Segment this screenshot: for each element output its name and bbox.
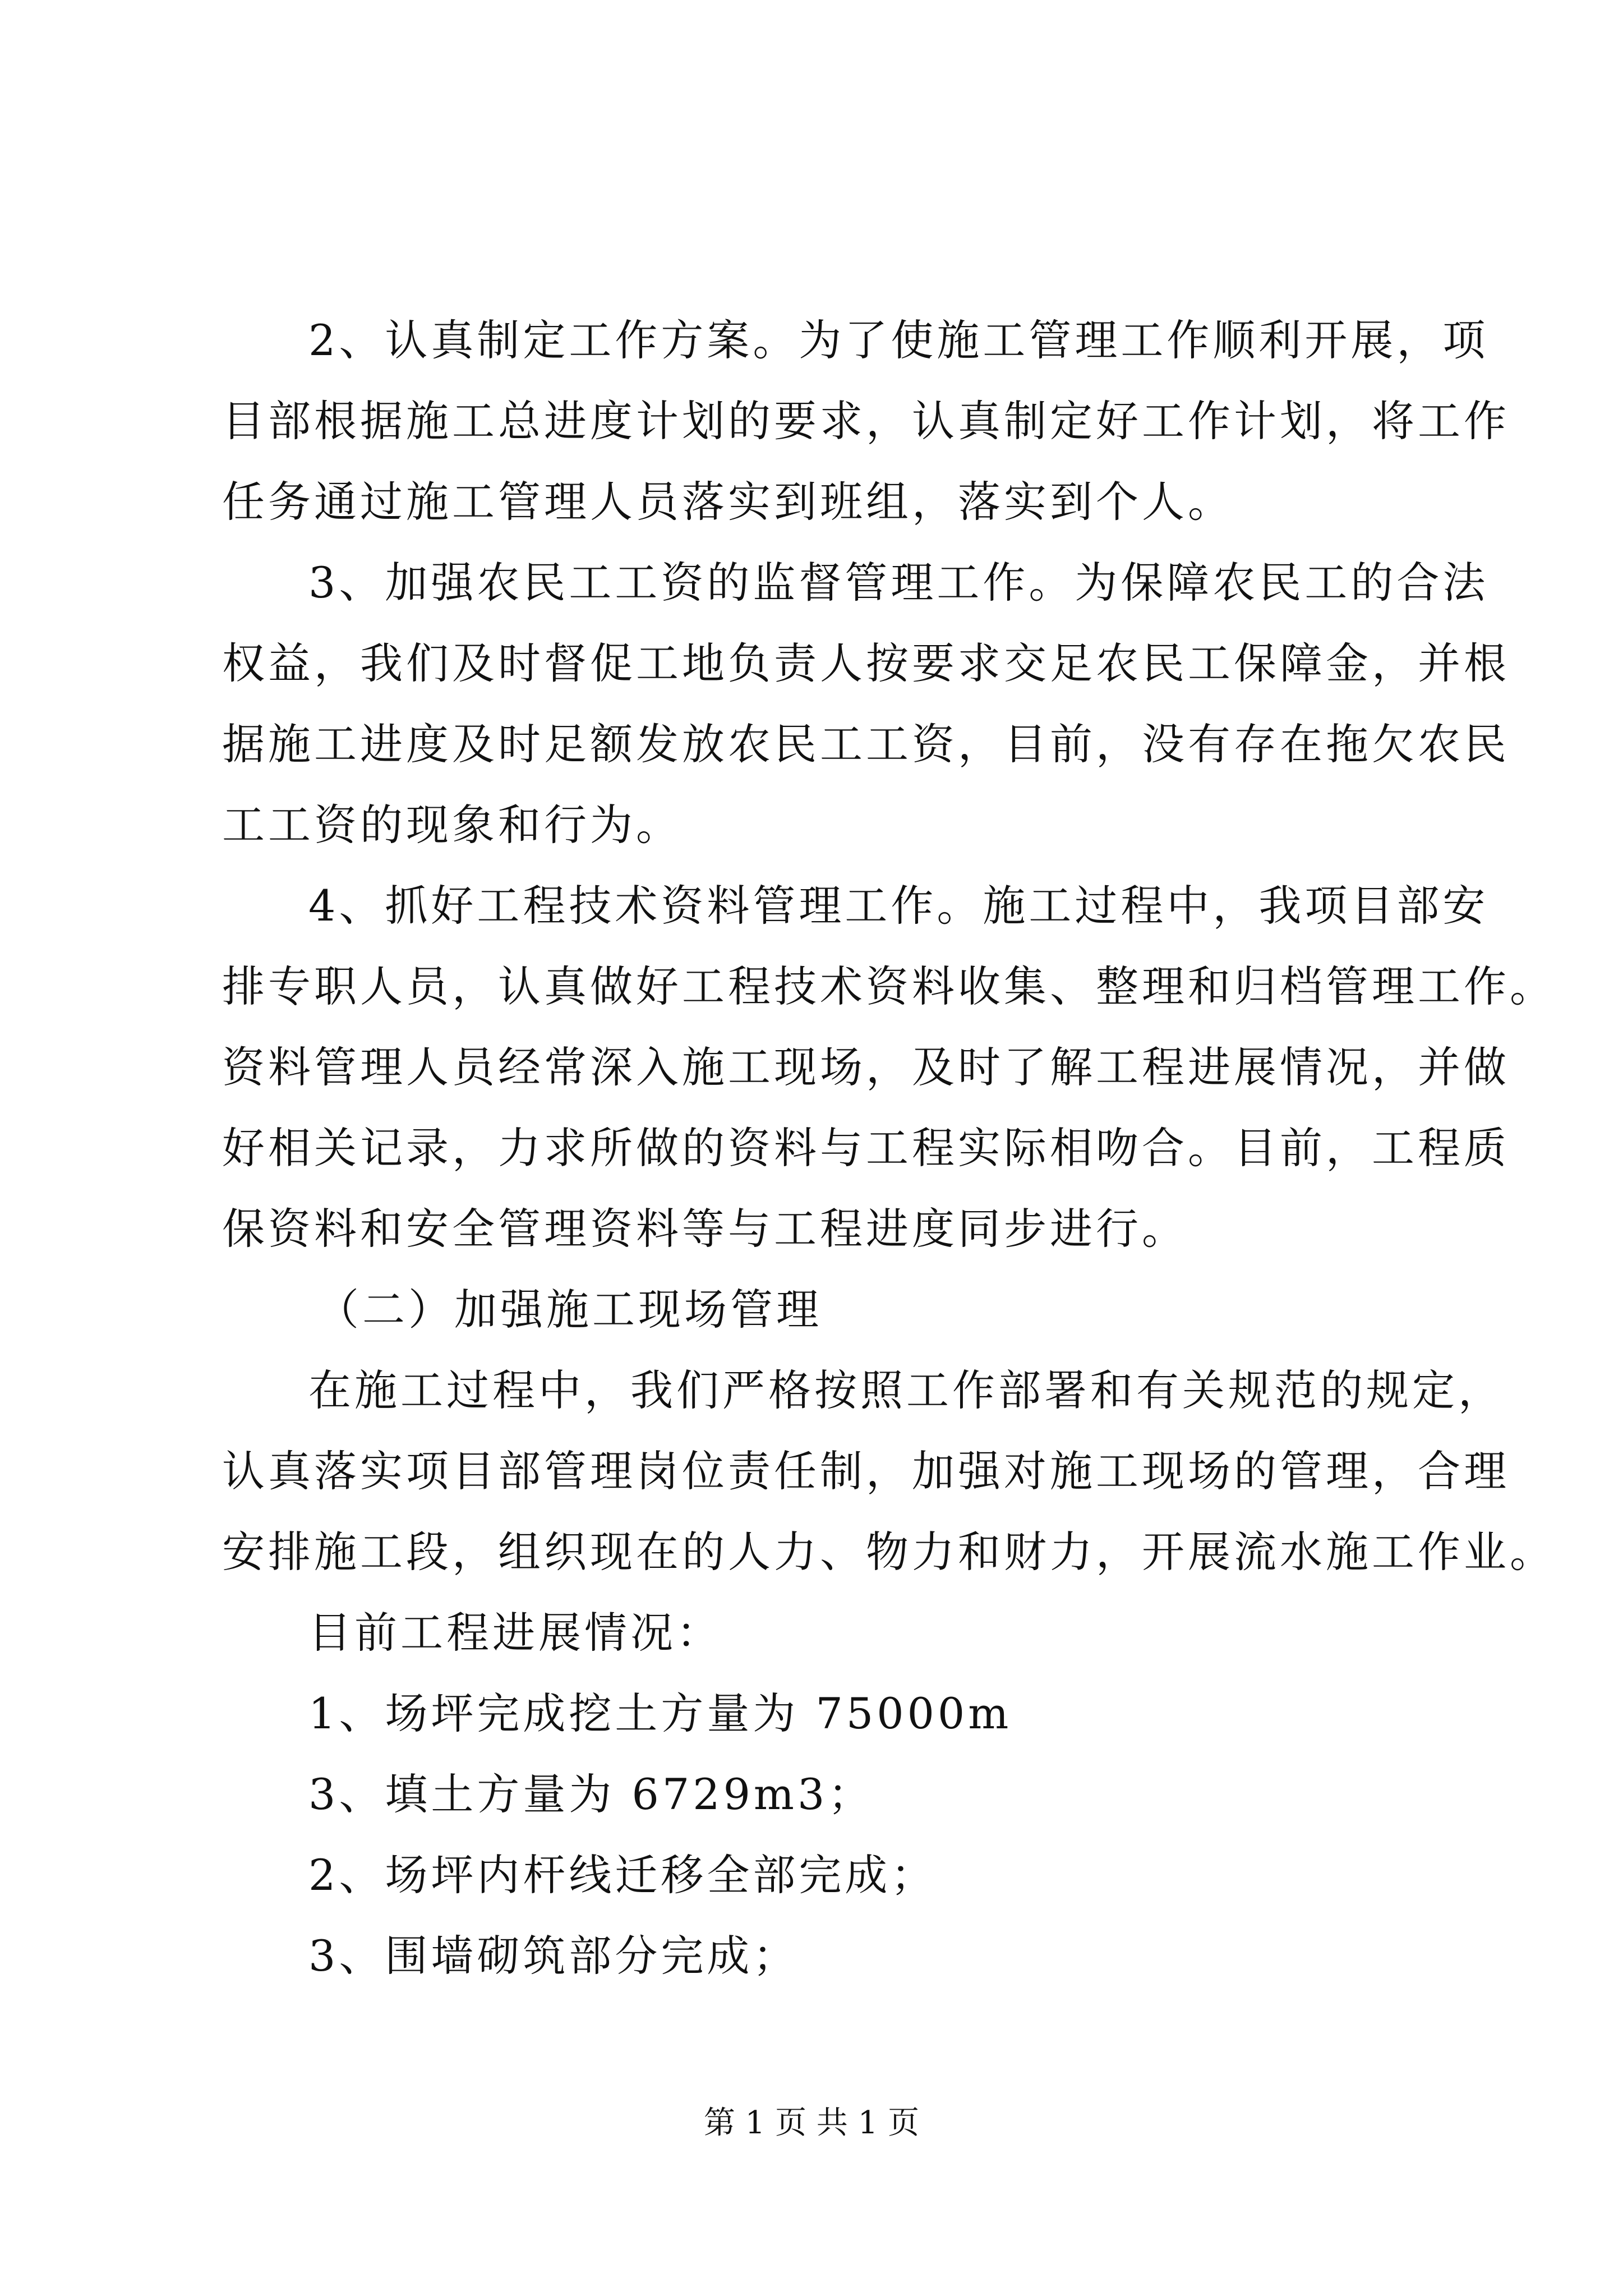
paragraph-line: 任务通过施工管理人员落实到班组，落实到个人。 — [222, 477, 1234, 527]
list-item: 3、围墙砌筑部分完成； — [308, 1931, 799, 1981]
paragraph-line: 权益，我们及时督促工地负责人按要求交足农民工保障金，并根 — [222, 638, 1510, 688]
list-item: 3、填土方量为 6729m3； — [308, 1769, 874, 1819]
paragraph-line: 认真落实项目部管理岗位责任制，加强对施工现场的管理，合理 — [222, 1446, 1510, 1496]
paragraph-line: 3、加强农民工工资的监督管理工作。为保障农民工的合法 — [308, 558, 1489, 608]
section-heading: （二）加强施工现场管理 — [316, 1285, 822, 1335]
paragraph-line: 目前工程进展情况： — [308, 1608, 722, 1658]
list-item: 2、场坪内杆线迁移全部完成； — [308, 1850, 937, 1900]
paragraph-line: 4、抓好工程技术资料管理工作。施工过程中，我项目部安 — [308, 881, 1489, 931]
paragraph-line: 据施工进度及时足额发放农民工工资，目前，没有存在拖欠农民 — [222, 719, 1510, 769]
paragraph-line: 好相关记录，力求所做的资料与工程实际相吻合。目前，工程质 — [222, 1123, 1510, 1173]
paragraph-line: 工工资的现象和行为。 — [222, 800, 682, 850]
page-number-footer: 第 1 页 共 1 页 — [703, 2105, 920, 2141]
document-body — [222, 300, 1556, 1996]
paragraph-line: 排专职人员，认真做好工程技术资料收集、整理和归档管理工作。 — [222, 961, 1556, 1011]
list-item: 1、场坪完成挖土方量为 75000m — [308, 1688, 1012, 1738]
paragraph-line: 2、认真制定工作方案。为了使施工管理工作顺利开展，项 — [308, 315, 1489, 365]
paragraph-line: 保资料和安全管理资料等与工程进度同步进行。 — [222, 1204, 1188, 1254]
paragraph-line: 安排施工段，组织现在的人力、物力和财力，开展流水施工作业。 — [222, 1527, 1556, 1577]
paragraph-line: 在施工过程中，我们严格按照工作部署和有关规范的规定， — [308, 1365, 1504, 1415]
paragraph-line: 目部根据施工总进度计划的要求，认真制定好工作计划，将工作 — [222, 396, 1510, 446]
paragraph-line: 资料管理人员经常深入施工现场，及时了解工程进展情况，并做 — [222, 1042, 1510, 1092]
